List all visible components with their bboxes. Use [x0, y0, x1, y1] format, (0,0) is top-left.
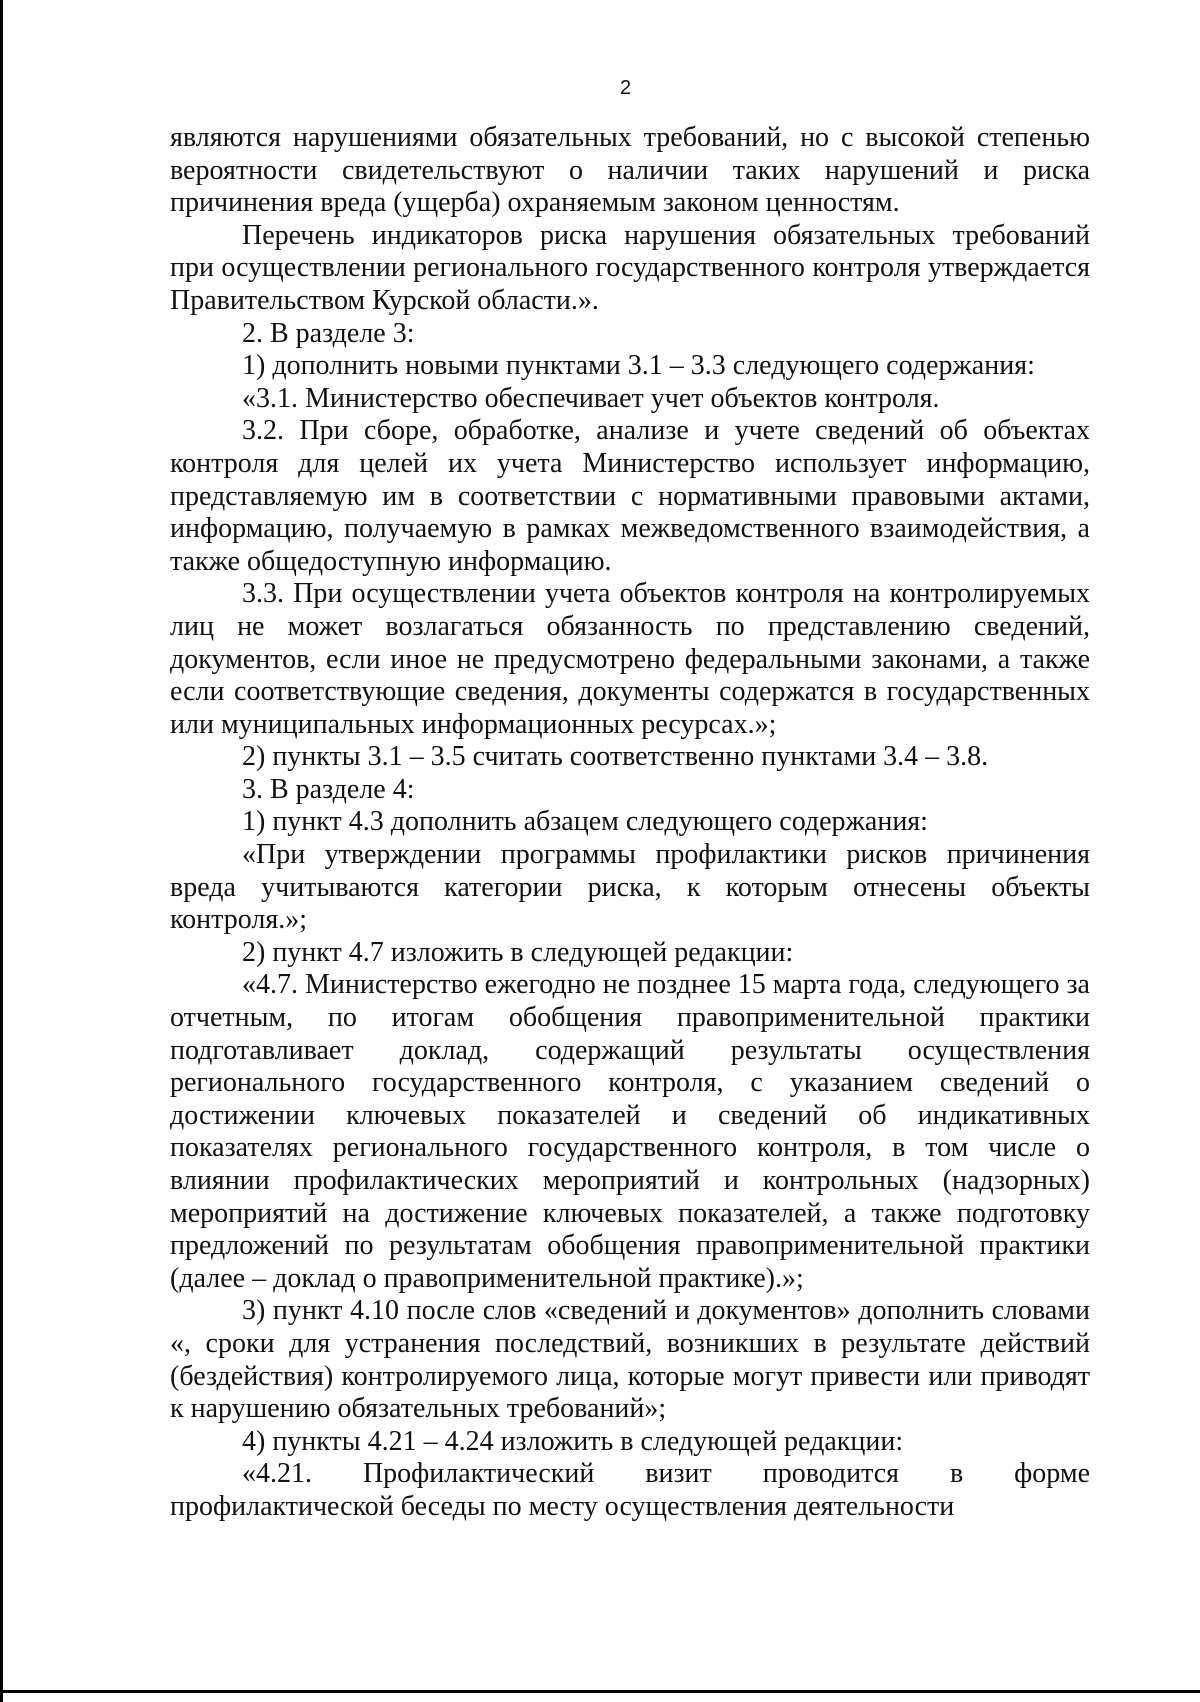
paragraph-item-4-points-4-21: 4) пункты 4.21 – 4.24 изложить в следующей редакции:	[242, 1425, 904, 1457]
scan-left-edge	[0, 0, 3, 1702]
paragraph-point-3-1: «3.1. Министерство обеспечивает учет объектов контроля.	[242, 382, 940, 414]
paragraph-item-3-point-4-10: 3) пункт 4.10 после слов «сведений и документов» дополнить словами «, сроки для устранения последствий, возникших в результате действий (бездействия) контролируемого лица, которые могут привести или приводят к нарушению обязательных требований»;	[170, 1295, 1090, 1425]
paragraph-prevention-program: «При утверждении программы профилактики рисков причинения вреда учитываются категории риска, к которым отнесены объекты контроля.»;	[170, 839, 1090, 936]
paragraph-point-4-7: «4.7. Министерство ежегодно не позднее 15 марта года, следующего за отчетным, по итогам обобщения правоприменительной практики подготавливает доклад, содержащий результаты осуществления регионального государственного контроля, с указанием сведений о достижении ключевых показателей и сведений об индикативных показателях регионального государственного контроля, в том числе о влиянии профилактических мероприятий и контрольных (надзорных) мероприятий на достижение ключевых показателей, а также подготовку предложений по результатам обобщения правоприменительной практики (далее – доклад о правоприменительной практике).»;	[170, 969, 1090, 1294]
paragraph-point-3-2: 3.2. При сборе, обработке, анализе и учете сведений об объектах контроля для целей их учета Министерство использует информацию, представляемую им в соответствии с нормативными правовыми актами, информацию, получаемую в рамках межведомственного взаимодействия, а также общедоступную информацию.	[170, 415, 1090, 577]
document-body	[170, 122, 1090, 1524]
paragraph-item-1-point-4-3: 1) пункт 4.3 дополнить абзацем следующего содержания:	[242, 806, 928, 838]
scan-bottom-edge	[0, 1690, 1200, 1693]
paragraph-item-2-point-4-7: 2) пункт 4.7 изложить в следующей редакции:	[242, 936, 794, 968]
paragraph-item-1-add-points: 1) дополнить новыми пунктами 3.1 – 3.3 следующего содержания:	[242, 350, 1035, 382]
paragraph-point-3-3: 3.3. При осуществлении учета объектов контроля на контролируемых лиц не может возлагаться обязанность по представлению сведений, документов, если иное не предусмотрено федеральными законами, а также если соответствующие сведения, документы содержатся в государственных или муниципальных информационных ресурсах.»;	[170, 578, 1090, 740]
paragraph-point-4-21: «4.21. Профилактический визит проводится в форме профилактической беседы по месту осуществления деятельности	[170, 1458, 1090, 1522]
paragraph-risk-indicators: Перечень индикаторов риска нарушения обязательных требований при осуществлении регионального государственного контроля утверждается Правительством Курской области.».	[170, 219, 1090, 316]
paragraph-section-4: 3. В разделе 4:	[242, 773, 415, 805]
paragraph-section-3: 2. В разделе 3:	[242, 317, 415, 349]
page-number: 2	[620, 77, 632, 99]
paragraph-continuation: являются нарушениями обязательных требований, но с высокой степенью вероятности свидетельствуют о наличии таких нарушений и риска причинения вреда (ущерба) охраняемым законом ценностям.	[170, 122, 1090, 219]
paragraph-item-2-renumber: 2) пункты 3.1 – 3.5 считать соответственно пунктами 3.4 – 3.8.	[242, 741, 989, 773]
